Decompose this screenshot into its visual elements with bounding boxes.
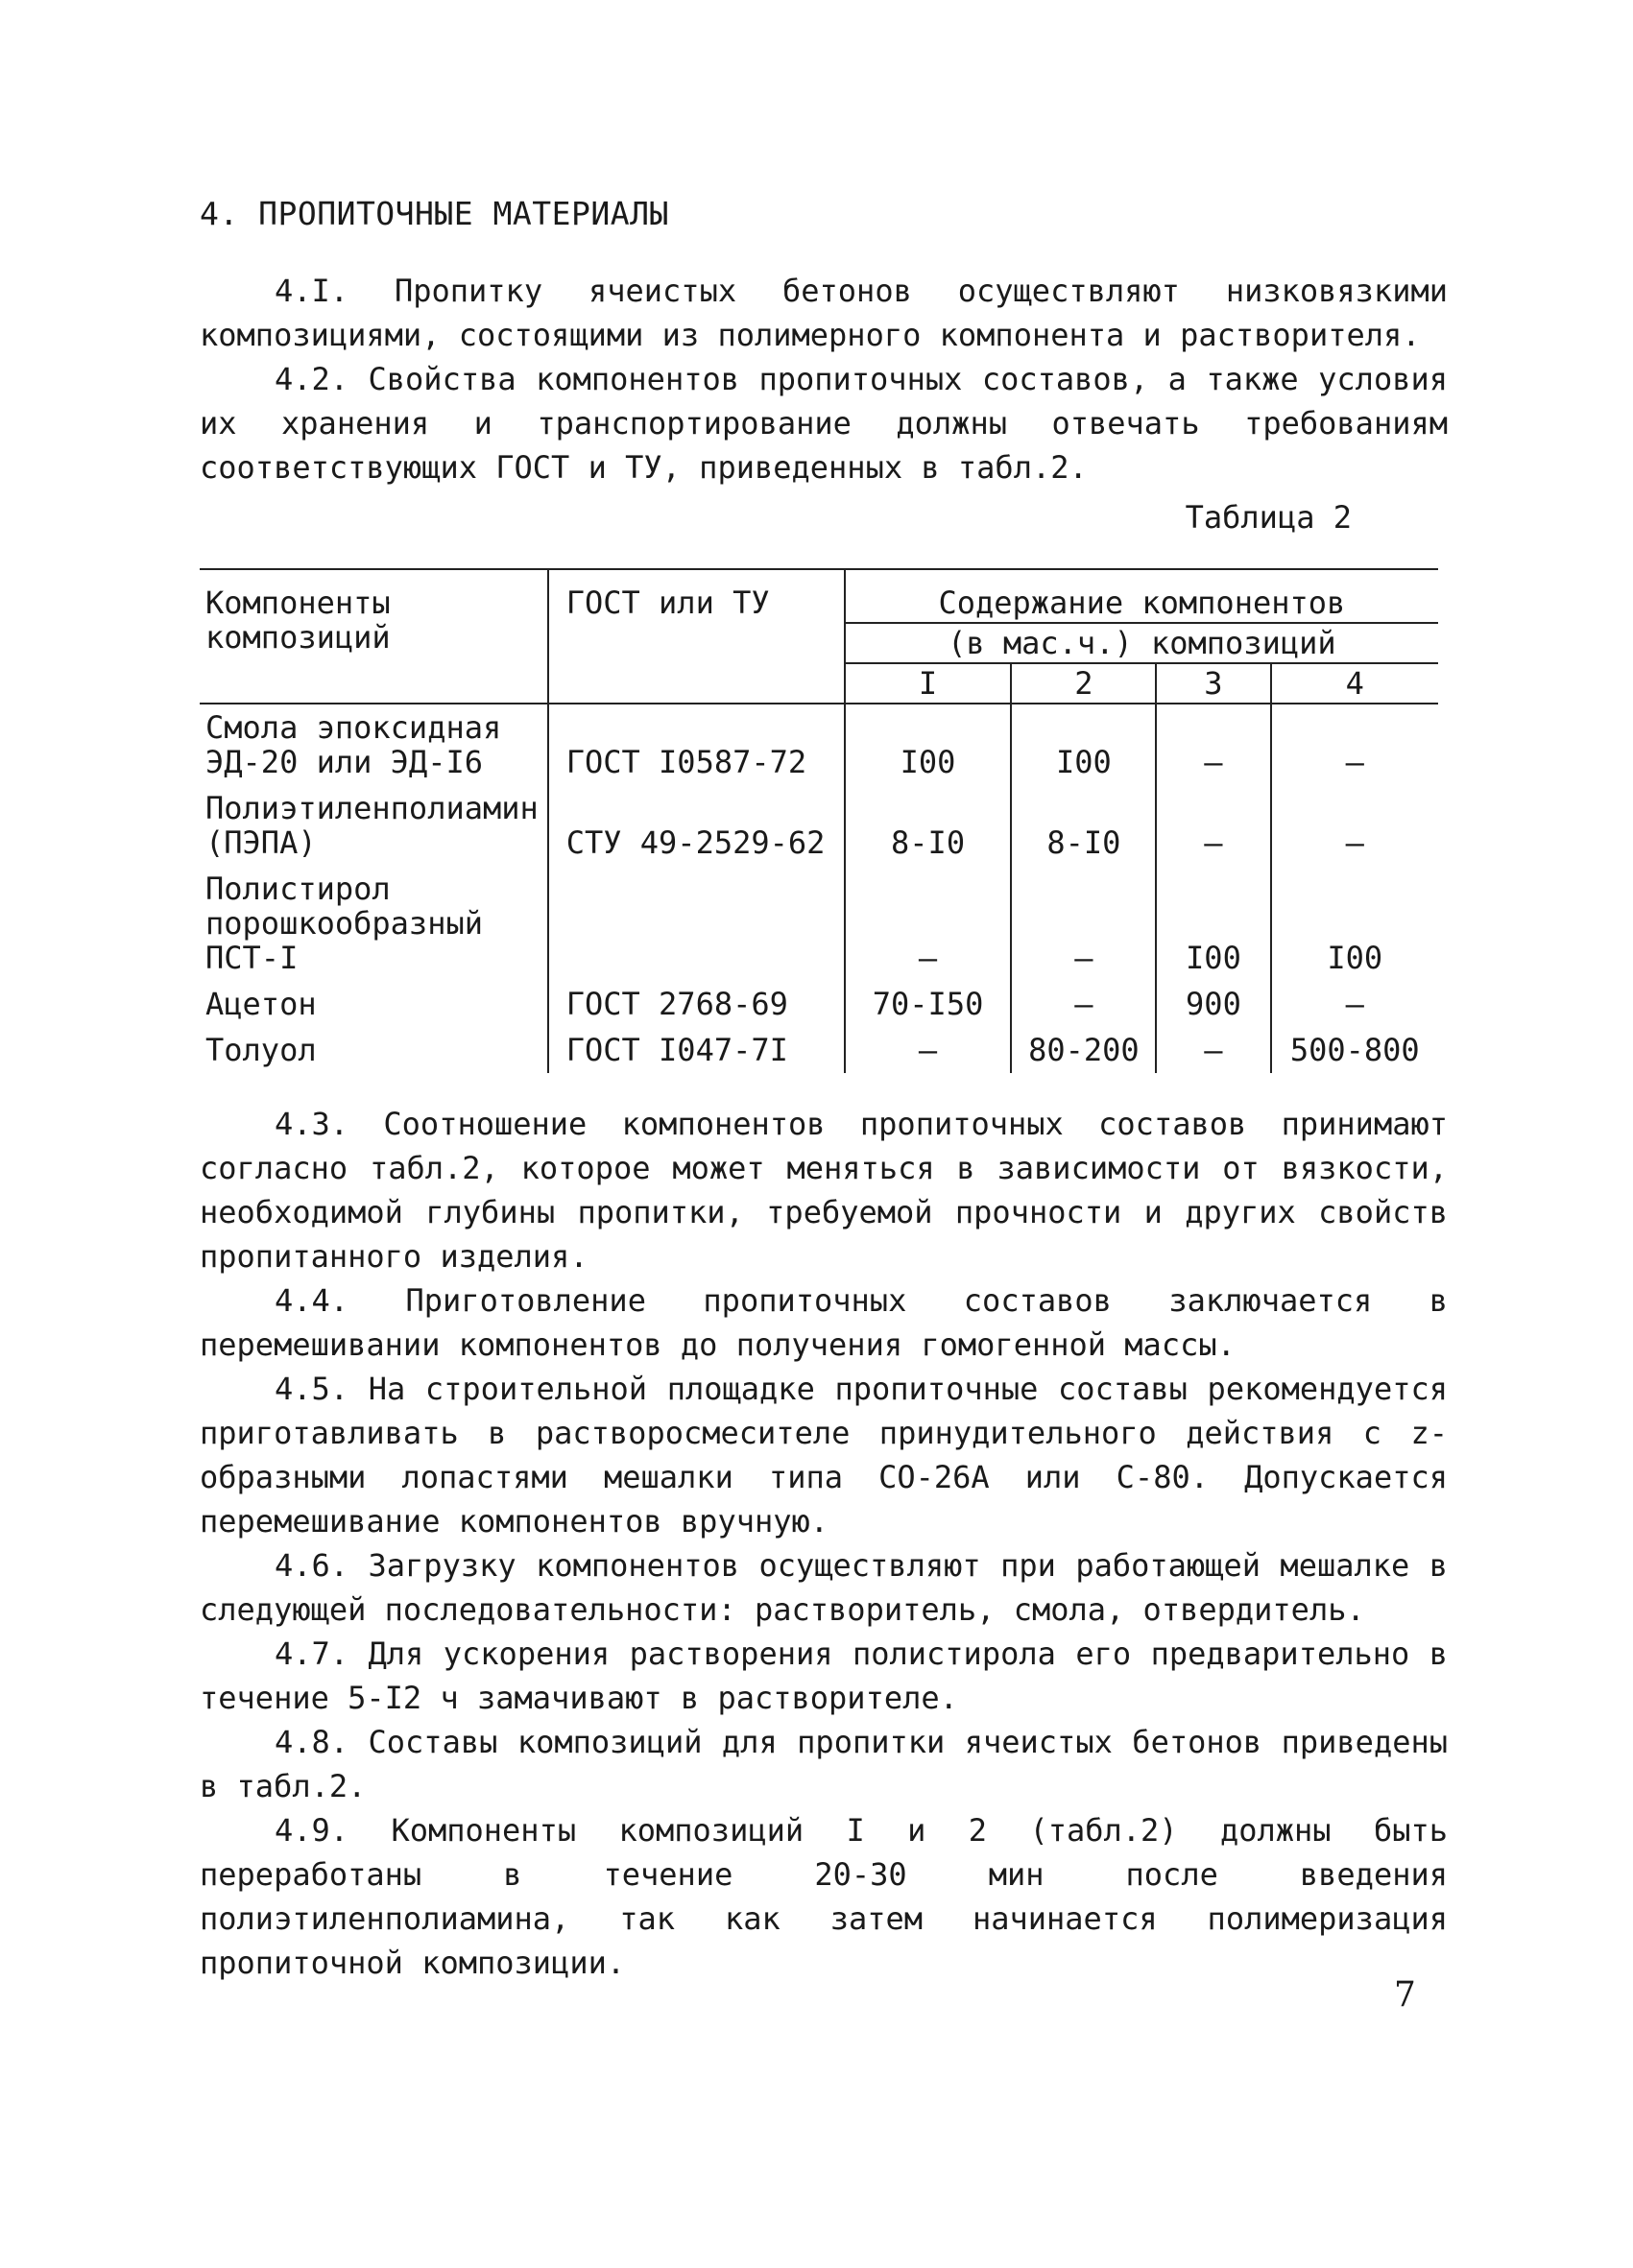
row-gost: ГОСТ I0587-72 [548,704,845,785]
header-composition-4: 4 [1271,663,1438,704]
paragraph-4-6: 4.6. Загрузку компонентов осуществляют при работающей мешалке в следующей последовательности: растворитель, смола, отвердитель. [200,1547,1448,1628]
row-value: – [1011,866,1156,981]
row-name: Ацетон [205,986,317,1022]
table-row [200,1027,1438,1073]
row-value: 80-200 [1011,1027,1156,1073]
components-table [200,568,1438,1073]
section-title: 4. ПРОПИТОЧНЫЕ МАТЕРИАЛЫ [200,195,669,232]
table-row [200,866,1438,981]
paragraph-4-7: 4.7. Для ускорения растворения полистирола его предварительно в течение 5-I2 ч замачивают в растворителе. [200,1635,1448,1716]
table-row [200,785,1438,866]
paragraph-4-1: 4.I. Пропитку ячеистых бетонов осуществляют низковязкими композициями, состоящими из полимерного компонента и растворителя. [200,273,1448,353]
row-value: 8-I0 [845,785,1012,866]
header-composition-1: I [845,663,1012,704]
header-composition-2: 2 [1011,663,1156,704]
row-value: – [1271,704,1438,785]
row-value: I00 [1011,704,1156,785]
row-value: – [1156,785,1270,866]
row-name: Смола эпоксидная ЭД-20 или ЭД-I6 [200,704,548,785]
row-value: 70-I50 [845,981,1012,1027]
row-value: – [1156,704,1270,785]
row-value: 500-800 [1271,1027,1438,1073]
row-value: – [845,866,1012,981]
paragraph-4-5: 4.5. На строительной площадке пропиточные составы рекомендуется приготавливать в растворосмесителе принудительного действия с z-образными лопастями мешалки типа СО-26А или С-80. Допускается перемешивание компонентов вручную. [200,1371,1448,1540]
row-value: – [1271,785,1438,866]
header-content-line2: (в мас.ч.) композиций [845,623,1438,663]
table-caption: Таблица 2 [1185,499,1352,536]
page-number: 7 [1394,1975,1416,2015]
paragraph-4-3: 4.3. Соотношение компонентов пропиточных составов принимают согласно табл.2, которое может меняться в зависимости от вязкости, необходимой глубины пропитки, требуемой прочности и других свойств пропитанного изделия. [200,1106,1448,1275]
row-value: 900 [1156,981,1270,1027]
header-gost: ГОСТ или ТУ [548,570,845,704]
paragraph-4-8: 4.8. Составы композиций для пропитки ячеистых бетонов приведены в табл.2. [200,1724,1448,1804]
header-components: Компоненты композиций [205,585,391,656]
row-value: I00 [1156,866,1270,981]
paragraph-4-9: 4.9. Компоненты композиций I и 2 (табл.2) должны быть переработаны в течение 20-30 мин после введения полиэтиленполиамина, так как затем начинается полимеризация пропиточной композиции. [200,1812,1448,1981]
row-value: I00 [845,704,1012,785]
paragraph-4-4: 4.4. Приготовление пропиточных составов заключается в перемешивании компонентов до получения гомогенной массы. [200,1282,1448,1363]
row-value: I00 [1271,866,1438,981]
document-page [200,192,1448,1985]
row-value: – [845,1027,1012,1073]
row-value: – [1156,1027,1270,1073]
header-composition-3: 3 [1156,663,1270,704]
row-value: – [1271,981,1438,1027]
row-name: Толуол [205,1032,317,1068]
row-name: Полиэтиленполиамин (ПЭПА) [205,790,539,861]
header-content-line1: Содержание компонентов [845,570,1438,623]
row-value: – [1011,981,1156,1027]
table-row [200,981,1438,1027]
row-gost: СТУ 49-2529-62 [548,785,845,866]
row-gost: ГОСТ 2768-69 [548,981,845,1027]
table-row [200,704,1438,785]
row-value: 8-I0 [1011,785,1156,866]
paragraph-4-2: 4.2. Свойства компонентов пропиточных составов, а также условия их хранения и транспортирование должны отвечать требованиям соответствующих ГОСТ и ТУ, приведенных в табл.2. [200,361,1448,486]
row-gost: ГОСТ I047-7I [548,1027,845,1073]
row-name: Полистирол порошкообразный ПСТ-I [205,871,483,976]
row-gost [548,866,845,981]
